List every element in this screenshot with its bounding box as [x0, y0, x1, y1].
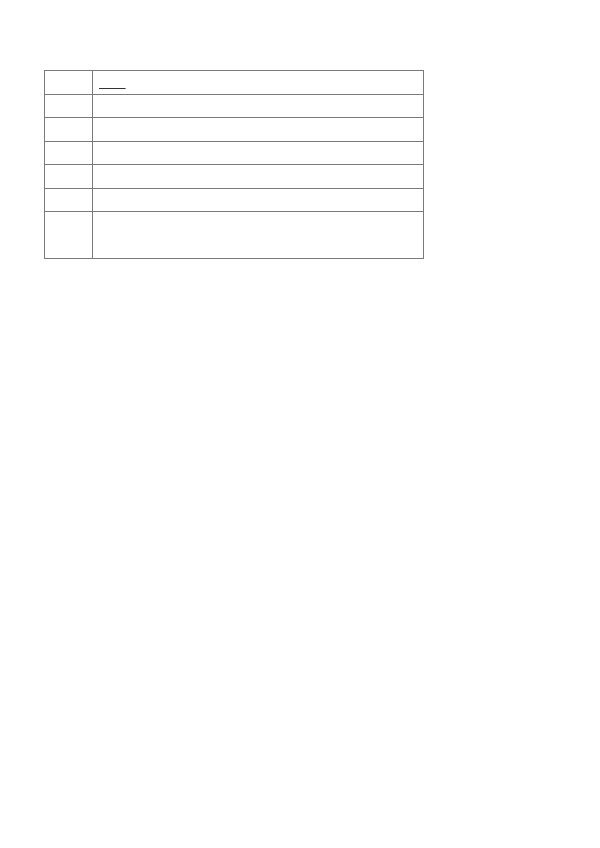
row-value: [93, 165, 424, 189]
row-key: [45, 71, 93, 95]
row-key: [45, 188, 93, 212]
row-value: [93, 141, 424, 165]
row-key: [45, 212, 93, 259]
table-row: [45, 94, 424, 118]
row-key: [45, 141, 93, 165]
row-key: [45, 118, 93, 142]
row-key: [45, 165, 93, 189]
table-row: [45, 141, 424, 165]
row-value: [93, 94, 424, 118]
uprising-facts-table: [44, 70, 424, 259]
table-row: [45, 188, 424, 212]
table-row: [45, 165, 424, 189]
table-row: [45, 118, 424, 142]
row-value: [93, 212, 424, 259]
row-value: [93, 188, 424, 212]
row-value: [93, 71, 424, 95]
table-row: [45, 71, 424, 95]
row-key: [45, 94, 93, 118]
row-value: [93, 118, 424, 142]
table-row: [45, 212, 424, 259]
